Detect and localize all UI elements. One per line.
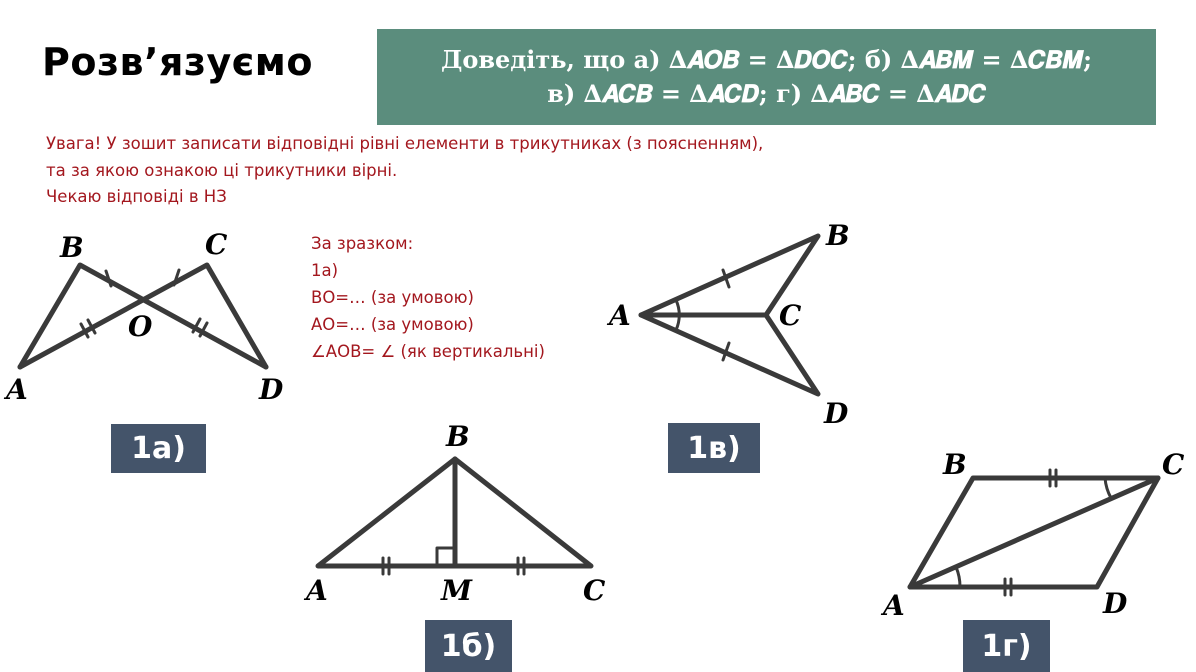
badge-1a: 1а) <box>111 424 206 473</box>
label-1v-d: D <box>824 397 849 430</box>
task-line-2: в) ∆𝑨𝑪𝑩 = ∆𝑨𝑪𝑫; г) ∆𝑨𝑩𝑪 = ∆𝑨𝑫𝑪 <box>547 79 986 108</box>
badge-1g: 1г) <box>963 620 1050 672</box>
figure-1b <box>318 459 591 574</box>
note-line-3: Чекаю відповіді в НЗ <box>46 187 227 206</box>
label-1b-b: B <box>446 420 470 453</box>
note-line-2: та за якою ознакою ці трикутники вірні. <box>46 160 398 180</box>
label-1g-d: D <box>1103 587 1128 620</box>
right-angle-mark <box>437 548 455 566</box>
label-1b-m: M <box>441 574 472 607</box>
label-1v-b: B <box>826 219 850 252</box>
label-1b-c: C <box>583 574 606 607</box>
label-1g-a: A <box>883 589 905 622</box>
badge-1v: 1в) <box>668 423 760 473</box>
label-1v-c: C <box>779 299 802 332</box>
label-1b-a: A <box>306 574 328 607</box>
label-1g-c: C <box>1162 448 1185 481</box>
label-1a-a: A <box>6 373 28 406</box>
label-1a-b: B <box>60 231 84 264</box>
label-1a-c: C <box>205 228 228 261</box>
sample-step-2: АО=… (за умовою) <box>311 315 474 334</box>
sample-heading: За зразком: <box>311 234 414 253</box>
diagonal-ac <box>910 478 1158 587</box>
sample-step-3: ∠АОВ= ∠ (як вертикальні) <box>311 342 545 361</box>
page-title: Розв’язуємо <box>42 40 313 84</box>
task-line-1: Доведіть, що а) ∆𝑨𝑶𝑩 = ∆𝑫𝑶𝑪; б) ∆𝑨𝑩𝑴 = ∆𝑪𝑩𝑴; <box>440 45 1092 74</box>
label-1v-a: A <box>609 299 631 332</box>
note-line-1: Увага! У зошит записати відповідні рівні елементи в трикутниках (з поясненням), <box>46 134 764 153</box>
label-1a-d: D <box>259 373 284 406</box>
label-1a-o: O <box>128 310 153 343</box>
sample-item: 1а) <box>311 261 339 280</box>
label-1g-b: B <box>943 448 967 481</box>
figure-1g <box>910 470 1158 595</box>
sample-step-1: ВО=… (за умовою) <box>311 288 474 307</box>
badge-1b: 1б) <box>425 620 512 672</box>
